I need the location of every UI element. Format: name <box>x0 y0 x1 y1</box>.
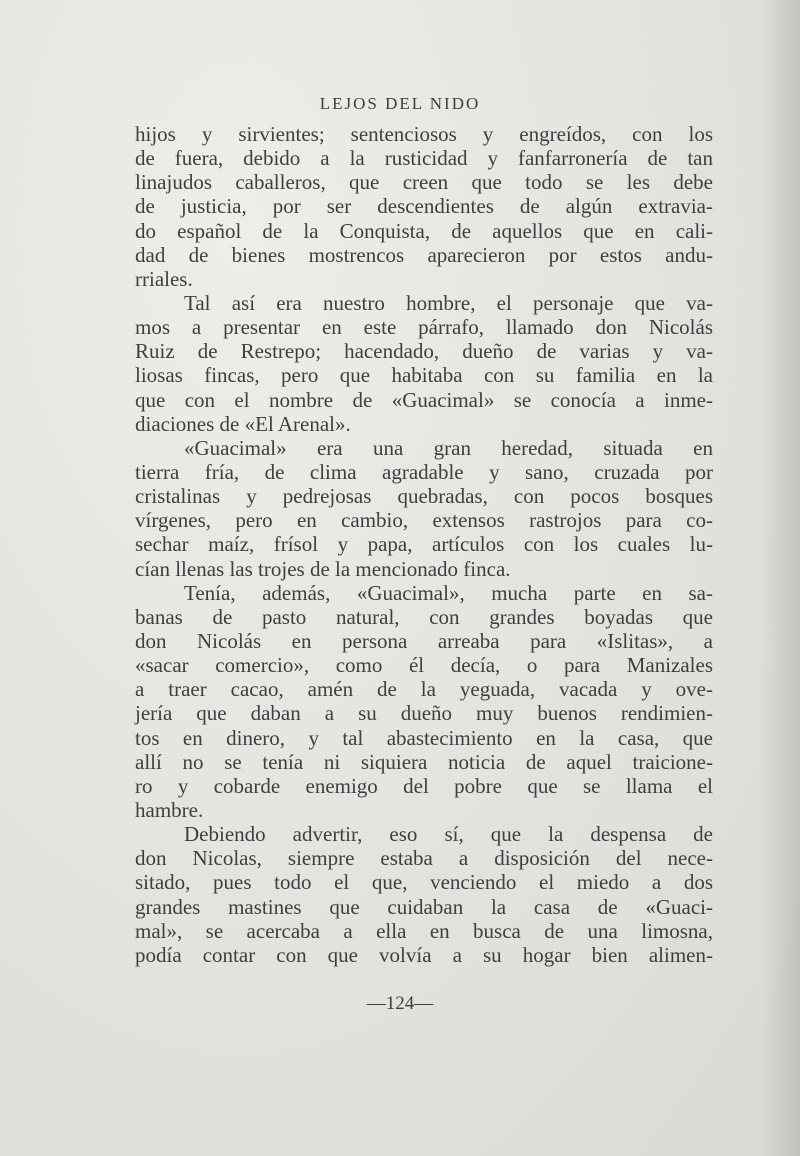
text-line: don Nicolas, siempre estaba a disposición del nece- <box>135 846 713 871</box>
text-line: sechar maíz, frísol y papa, artículos con los cuales lu- <box>135 532 713 557</box>
text-line: cían llenas las trojes de la mencionado finca. <box>135 556 511 581</box>
text-line: tierra fría, de clima agradable y sano, cruzada por <box>135 459 713 484</box>
text-line: «sacar comercio», como él decía, o para Manizales <box>135 653 713 678</box>
text-line: liosas fincas, pero que habitaba con su familia en la <box>135 363 713 388</box>
text-line: tos en dinero, y tal abastecimiento en la casa, que <box>135 725 713 750</box>
text-line: Tenía, además, «Guacimal», mucha parte en sa- <box>184 580 713 605</box>
text-line: hijos y sirvientes; sentenciosos y engreídos, con los <box>135 122 713 146</box>
body-text <box>135 122 713 967</box>
text-line: que con el nombre de «Guacimal» se conocía a inme- <box>135 387 713 412</box>
text-line: linajudos caballeros, que creen que todo se les debe <box>135 170 713 195</box>
text-line: Tal así era nuestro hombre, el personaje que va- <box>184 290 713 315</box>
text-line: sitado, pues todo el que, venciendo el miedo a dos <box>135 870 713 895</box>
text-line: do español de la Conquista, de aquellos que en cali- <box>135 218 713 243</box>
text-line: allí no se tenía ni siquiera noticia de aquel traicione- <box>135 749 713 774</box>
text-line: vírgenes, pero en cambio, extensos rastrojos para co- <box>135 508 713 533</box>
text-line: don Nicolás en persona arreaba para «Islitas», a <box>135 628 713 653</box>
text-line: diaciones de «El Arenal». <box>135 411 351 436</box>
text-line: «Guacimal» era una gran heredad, situada en <box>184 435 713 460</box>
text-line: Debiendo advertir, eso sí, que la despensa de <box>184 822 713 847</box>
text-line: de justicia, por ser descendientes de algún extravia- <box>135 194 713 219</box>
text-line: mos a presentar en este párrafo, llamado don Nicolás <box>135 315 713 340</box>
text-line: jería que daban a su dueño muy buenos rendimien- <box>135 701 713 726</box>
text-line: banas de pasto natural, con grandes boyadas que <box>135 604 713 629</box>
text-line: ro y cobarde enemigo del pobre que se llama el <box>135 773 713 798</box>
text-line: Ruiz de Restrepo; hacendado, dueño de varias y va- <box>135 339 713 364</box>
text-line: rriales. <box>135 266 193 291</box>
running-head: LEJOS DEL NIDO <box>319 94 481 113</box>
text-line: hambre. <box>135 797 204 822</box>
text-line: mal», se acercaba a ella en busca de una limosna, <box>135 918 713 943</box>
text-line: grandes mastines que cuidaban la casa de «Guaci- <box>135 894 713 919</box>
text-line: a traer cacao, amén de la yeguada, vacada y ove- <box>135 677 713 702</box>
text-line: de fuera, debido a la rusticidad y fanfarronería de tan <box>135 146 713 171</box>
text-line: cristalinas y pedrejosas quebradas, con pocos bosques <box>135 484 713 509</box>
text-line: dad de bienes mostrencos aparecieron por estos andu- <box>135 242 713 267</box>
page-number: —124— <box>366 993 434 1014</box>
text-line: podía contar con que volvía a su hogar bien alimen- <box>135 942 713 967</box>
